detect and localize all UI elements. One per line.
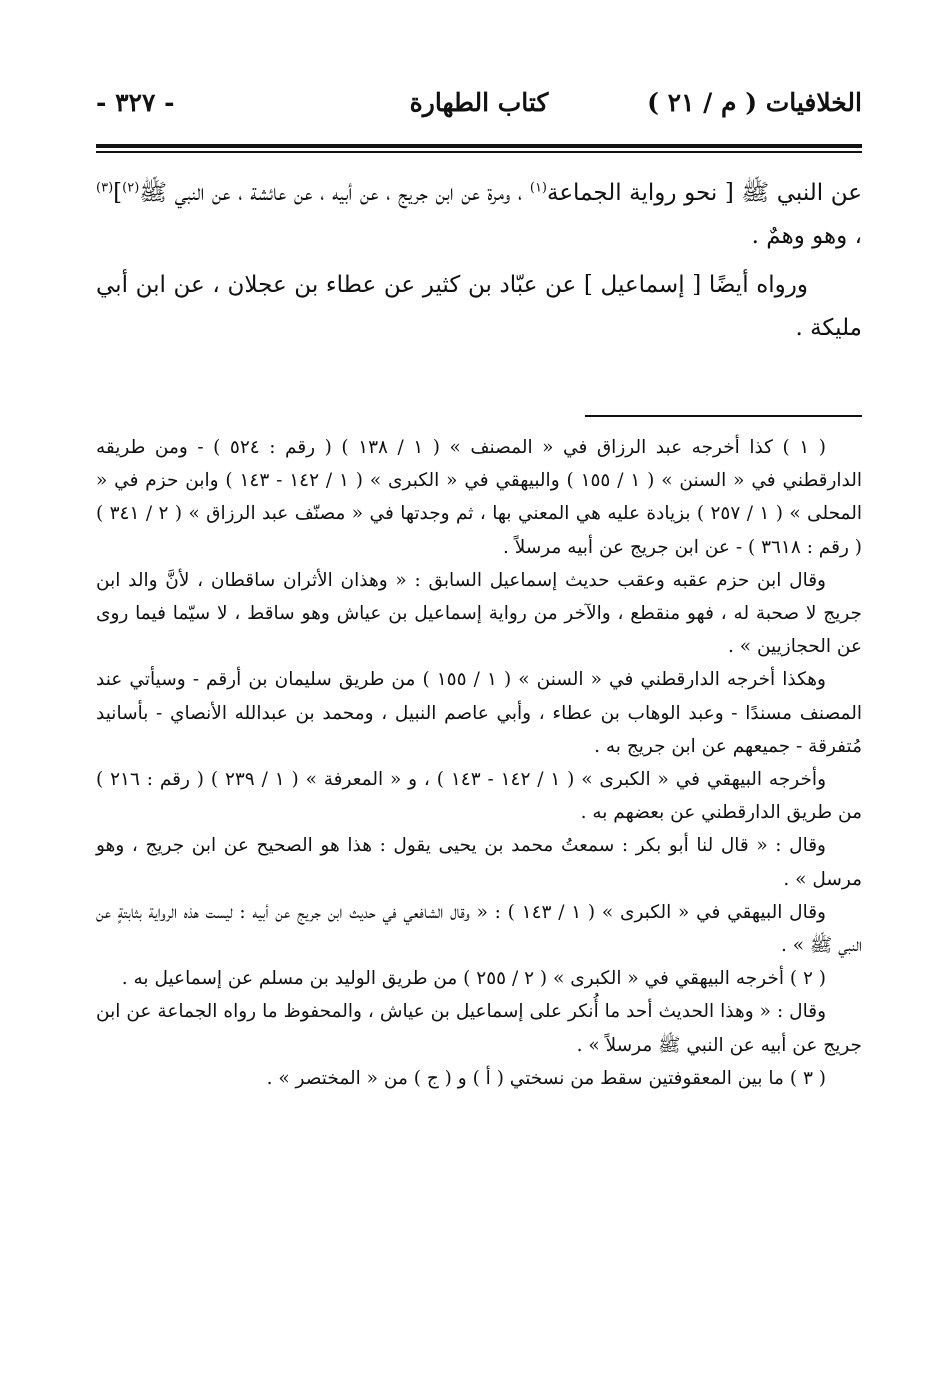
- footnote-1-para-4: وأخرجه البيهقي في « الكبرى » ( ١ / ١٤٢ - ١٤٣ ) ، و « المعرفة » ( ١ / ٢٣٩ ) ( رقم : ٢١٦ ) من طريق الدارقطني عن بعضهم به .: [96, 769, 862, 824]
- header-rule-thin: [96, 151, 862, 153]
- page-header: [96, 82, 862, 128]
- chapter-title: كتاب الطهارة: [409, 88, 549, 117]
- main-text: [96, 172, 862, 350]
- paragraph-1: عن النبي ﷺ [ نحو رواية الجماعة$^{(١)}$ ، ومرة عن ابن جريج ، عن أبيه ، عن عائشة ، عن النبي ﷺ$^{(٢)}$]$^{(٣)}$ ، وهو وهمٌ .: [96, 180, 863, 249]
- footnote-3: ( ٣ ) ما بين المعقوفتين سقط من نسختي ( أ ) و ( ج ) من « المختصر » .: [266, 1067, 826, 1089]
- running-title: الخلافيات ( م / ٢١ ): [647, 88, 862, 117]
- footnote-ref-3: (٣): [96, 180, 114, 196]
- footnote-1-para-5: وقال : « قال لنا أبو بكر : سمعتُ محمد بن يحيى يقول : هذا هو الصحيح عن ابن جريج ، وهو مرسل » .: [96, 835, 862, 890]
- footnote-1-para-2: وقال ابن حزم عقبه وعقب حديث إسماعيل السابق : « وهذان الأثران ساقطان ، لأنَّ والد ابن جريج لا صحبة له ، فهو منقطع ، والآخر من رواية إسماعيل بن عياش وهو ساقط ، لا سيّما فيما روى عن الحجازيين » .: [96, 569, 862, 658]
- footnote-1-para-6: وقال البيهقي في « الكبرى » ( ١ / ١٤٣ ) : « وقال الشافعي في حديث ابن جريج عن أبيه : ليست هذه الرواية بثابتةٍ عن النبي ﷺ » .: [96, 901, 862, 957]
- footnote-1: ( ١ ) كذا أخرجه عبد الرزاق في « المصنف » ( ١ / ١٣٨ ) ( رقم : ٥٢٤ ) - ومن طريقه الدارقطني في « السنن » ( ١ / ١٥٥ ) والبيهقي في « الكبرى » ( ١ / ١٤٢ - ١٤٣ ) وابن حزم في « المحلى » ( ١ / ٢٥٧ ) بزيادة عليه هي المعني بها ، ثم وجدتها في « مصنّف عبد الرزاق » ( ٢ / ٣٤١ ) ( رقم : ٣٦١٨ ) - عن ابن جريج عن أبيه مرسلاً .: [96, 437, 863, 558]
- paragraph-2: ورواه أيضًا [ إسماعيل ] عن عبّاد بن كثير عن عطاء بن عجلان ، عن ابن أبي مليكة .: [96, 272, 862, 341]
- footnotes: [96, 431, 862, 1095]
- footnote-ref-2: (٢): [122, 180, 140, 196]
- footnote-separator: [585, 415, 862, 417]
- footnote-1-para-3: وهكذا أخرجه الدارقطني في « السنن » ( ١ / ١٥٥ ) من طريق سليمان بن أرقم - وسيأتي عند المصنف مسندًا - وعبد الوهاب بن عطاء ، وأبي عاصم النبيل ، ومحمد بن عبدالله الأنصاي - بأسانيد مُتفرقة - جميعهم عن ابن جريج به .: [96, 669, 862, 757]
- header-rule-thick: [96, 144, 862, 148]
- footnote-2-para-2: وقال : « وهذا الحديث أحد ما أُنكر على إسماعيل بن عياش ، والمحفوظ ما رواه الجماعة عن ابن جريج عن أبيه عن النبي ﷺ مرسلاً » .: [96, 1001, 862, 1056]
- footnote-ref-1: (١): [529, 180, 547, 196]
- footnote-2: ( ٢ ) أخرجه البيهقي في « الكبرى » ( ٢ / ٢٥٥ ) من طريق الوليد بن مسلم عن إسماعيل به .: [121, 968, 826, 990]
- page-number: - ٣٢٧ -: [96, 88, 175, 117]
